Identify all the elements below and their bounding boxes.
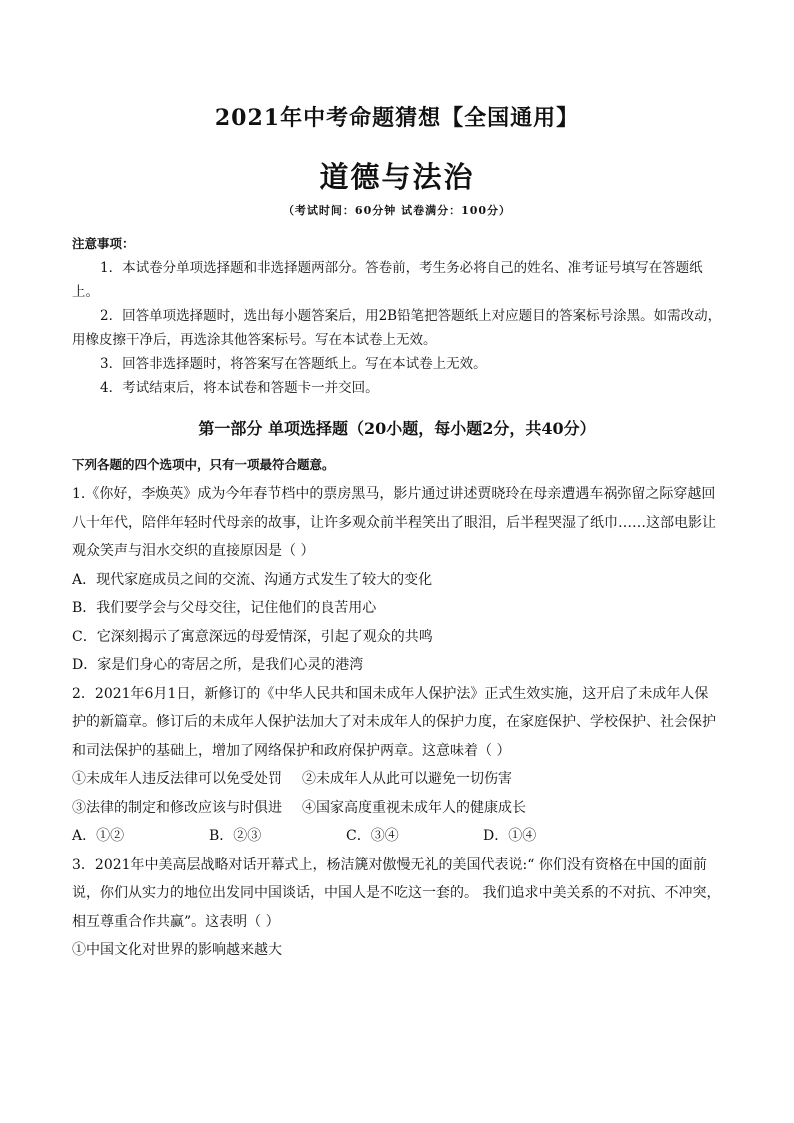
statement-row [72, 794, 722, 823]
choice-c: C．③④ [346, 828, 399, 844]
choice-b: B．②③ [209, 828, 262, 844]
question-stem: 2．2021年6月1日，新修订的《中华人民共和国未成年人保护法》正式生效实施，这开启了未成年人保护的新篇章。修订后的未成年人保护法加大了对未成年人的保护力度，在家庭保护、学校保护、社会保护和司法保护的基础上，增加了网络保护和政府保护两章。这意味着（ ） [72, 685, 716, 759]
part-instruction: 下列各题的四个选项中，只有一项最符合题意。 [72, 457, 335, 472]
note-item: 1．本试卷分单项选择题和非选择题两部分。答卷前，考生务必将自己的姓名、准考证号填写在答题纸上。 [72, 260, 703, 300]
option-c: C．它深刻揭示了寓意深远的母爱情深，引起了观众的共鸣 [72, 628, 433, 645]
statement: ①未成年人违反法律可以免受处罚 [72, 771, 282, 787]
note-item: 2．回答单项选择题时，选出每小题答案后，用2B铅笔把答题纸上对应题目的答案标号涂黑。如需改动，用橡皮擦干净后，再选涂其他答案标号。写在本试卷上无效。 [72, 308, 722, 348]
statement-row [72, 765, 722, 794]
choice-d: D．①④ [483, 828, 537, 844]
option-a: A．现代家庭成员之间的交流、沟通方式发生了较大的变化 [72, 571, 433, 588]
question-stem: 3．2021年中美高层战略对话开幕式上，杨洁篪对傲慢无礼的美国代表说:“ 你们没有资格在中国的面前说，你们从实力的地位出发同中国谈话，中国人是不吃这一套的。 我们追求中美关系的不对抗、不冲突，相互尊重合作共赢”。这表明（ ） [72, 856, 721, 930]
notes-heading: 注意事项： [72, 236, 135, 251]
questions-list [72, 480, 722, 965]
exam-title: 2021年中考命题猜想【全国通用】 [214, 105, 580, 131]
note-item: 3．回答非选择题时，将答案写在答题纸上。写在本试卷上无效。 [100, 356, 487, 372]
option-d: D．家是们身心的寄居之所，是我们心灵的港湾 [72, 657, 364, 673]
notes-section [72, 232, 722, 400]
question-3 [72, 851, 722, 965]
question-2 [72, 680, 722, 851]
statement: ④国家高度重视未成年人的健康成长 [302, 799, 526, 816]
question-1 [72, 480, 722, 680]
part-title: 第一部分 单项选择题（20小题，每小题2分，共40分） [198, 419, 596, 438]
question-stem: 1.《你好，李焕英》成为今年春节档中的票房黑马，影片通过讲述贾晓玲在母亲遭遇车祸弥留之际穿越回八十年代，陪伴年轻时代母亲的故事，让许多观众前半程笑出了眼泪，后半程哭湿了纸巾……这部电影让观众笑声与泪水交织的直接原因是（ ） [72, 486, 716, 559]
choice-a: A．①② [72, 828, 125, 844]
choices-row [72, 822, 722, 851]
note-item: 4．考试结束后，将本试卷和答题卡一并交回。 [100, 380, 379, 396]
option-b: B．我们要学会与父母交往，记住他们的良苦用心 [72, 600, 377, 616]
subject-title: 道德与法治 [319, 160, 475, 194]
statement: ①中国文化对世界的影响越来越大 [72, 942, 282, 958]
statement: ②未成年人从此可以避免一切伤害 [302, 771, 512, 787]
exam-info: （考试时间：60分钟 试卷满分：100分） [282, 204, 512, 217]
statement: ③法律的制定和修改应该与时俱进 [72, 799, 282, 816]
